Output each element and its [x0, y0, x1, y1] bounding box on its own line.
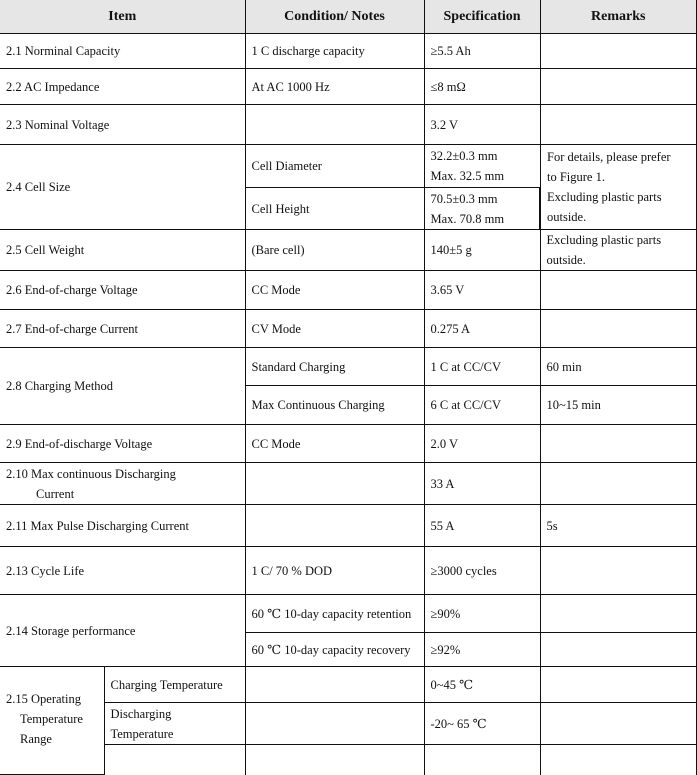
remarks-cell: [540, 69, 697, 105]
item-line: Range: [20, 732, 52, 746]
header-specification: Specification: [424, 0, 540, 34]
table-row: [0, 69, 697, 105]
spec-cell: ≥90%: [424, 595, 540, 633]
item-cell: 2.11 Max Pulse Discharging Current: [0, 505, 245, 547]
table-row: [0, 145, 697, 188]
remarks-line: to Figure 1.: [547, 170, 605, 184]
condition-cell: [245, 703, 424, 745]
item-cell: 2.2 AC Impedance: [0, 69, 245, 105]
item-cell: [0, 667, 104, 775]
spec-line: Max. 70.8 mm: [430, 211, 505, 226]
condition-cell: CV Mode: [245, 310, 424, 348]
spec-cell: 33 A: [424, 463, 540, 505]
table-row: [0, 463, 697, 505]
condition-cell: [245, 505, 424, 547]
spec-cell: 0~45 ℃: [424, 667, 540, 703]
item-line: Temperature: [20, 712, 83, 726]
item-cell: 2.6 End-of-charge Voltage: [0, 271, 245, 310]
remarks-cell: [540, 595, 697, 633]
item-cell: 2.5 Cell Weight: [0, 230, 245, 271]
condition-cell: CC Mode: [245, 271, 424, 310]
table-row: [0, 348, 697, 386]
table-row: [0, 310, 697, 348]
item-cell: 2.8 Charging Method: [0, 348, 245, 425]
remarks-cell: [540, 105, 697, 145]
item-cell: 2.9 End-of-discharge Voltage: [0, 425, 245, 463]
item-line: 2.15 Operating: [6, 692, 81, 706]
remarks-cell: [540, 230, 697, 271]
condition-cell: 60 ℃ 10-day capacity recovery: [245, 633, 424, 667]
condition-cell: [245, 745, 424, 775]
spec-cell: 3.2 V: [424, 105, 540, 145]
header-row: [0, 0, 697, 34]
spec-cell: 140±5 g: [424, 230, 540, 271]
spec-cell: [424, 745, 540, 775]
table-row: [0, 271, 697, 310]
remarks-line: outside.: [547, 210, 587, 224]
item-cell: 2.1 Norminal Capacity: [0, 34, 245, 69]
sub-item-line: Discharging: [110, 706, 172, 721]
spec-line: 70.5±0.3 mm: [430, 191, 498, 206]
remarks-line: Excluding plastic parts: [547, 190, 662, 204]
remarks-line: Excluding plastic parts: [546, 233, 662, 247]
spec-cell: [424, 188, 540, 230]
remarks-line: For details, please prefer: [547, 150, 671, 164]
spec-cell: ≥92%: [424, 633, 540, 667]
condition-cell: Cell Height: [245, 188, 424, 230]
table-row: [0, 595, 697, 633]
remarks-cell: [540, 34, 697, 69]
condition-cell: CC Mode: [245, 425, 424, 463]
remarks-cell: 60 min: [540, 348, 697, 386]
condition-cell: 1 C/ 70 % DOD: [245, 547, 424, 595]
spec-cell: 0.275 A: [424, 310, 540, 348]
remarks-cell: [540, 425, 697, 463]
spec-cell: 2.0 V: [424, 425, 540, 463]
spec-cell: 6 C at CC/CV: [424, 386, 540, 425]
condition-cell: (Bare cell): [245, 230, 424, 271]
item-line: Current: [36, 486, 75, 501]
remarks-cell: 5s: [540, 505, 697, 547]
remarks-cell: [540, 310, 697, 348]
header-condition: Condition/ Notes: [245, 0, 424, 34]
condition-cell: 60 ℃ 10-day capacity retention: [245, 595, 424, 633]
spec-cell: ≥3000 cycles: [424, 547, 540, 595]
sub-item-cell: Charging Temperature: [104, 667, 245, 703]
remarks-cell: [540, 271, 697, 310]
spec-cell: [424, 145, 540, 188]
remarks-cell: [540, 745, 697, 775]
table-row: [0, 547, 697, 595]
remarks-cell: [540, 633, 697, 667]
condition-cell: At AC 1000 Hz: [245, 69, 424, 105]
spec-cell: 55 A: [424, 505, 540, 547]
header-item: Item: [0, 0, 245, 34]
spec-cell: 1 C at CC/CV: [424, 348, 540, 386]
spec-cell: ≤8 mΩ: [424, 69, 540, 105]
table-row: [0, 105, 697, 145]
remarks-line: outside.: [546, 253, 586, 267]
condition-cell: 1 C discharge capacity: [245, 34, 424, 69]
remarks-cell: [540, 667, 697, 703]
sub-item-cell: [104, 745, 245, 775]
item-cell: 2.13 Cycle Life: [0, 547, 245, 595]
table-row: [0, 667, 697, 703]
table-row: [0, 505, 697, 547]
header-remarks: Remarks: [540, 0, 697, 34]
spec-line: Max. 32.5 mm: [430, 169, 505, 183]
table-row: [0, 703, 697, 745]
condition-cell: Standard Charging: [245, 348, 424, 386]
remarks-cell: [540, 547, 697, 595]
condition-cell: [245, 667, 424, 703]
spec-line: 32.2±0.3 mm: [430, 149, 498, 163]
item-line: 2.10 Max continuous Discharging: [6, 466, 176, 481]
condition-cell: [245, 463, 424, 505]
condition-cell: [245, 105, 424, 145]
table-row: [0, 230, 697, 271]
item-cell: 2.4 Cell Size: [0, 145, 245, 230]
remarks-cell: [540, 703, 697, 745]
sub-item-line: Temperature: [110, 726, 174, 741]
condition-cell: Max Continuous Charging: [245, 386, 424, 425]
spec-cell: 3.65 V: [424, 271, 540, 310]
item-cell: 2.7 End-of-charge Current: [0, 310, 245, 348]
table-row: [0, 425, 697, 463]
item-cell: 2.14 Storage performance: [0, 595, 245, 667]
item-cell: [0, 463, 245, 505]
remarks-cell: [540, 463, 697, 505]
item-cell: 2.3 Nominal Voltage: [0, 105, 245, 145]
condition-cell: Cell Diameter: [245, 145, 424, 188]
remarks-cell: 10~15 min: [540, 386, 697, 425]
spec-cell: ≥5.5 Ah: [424, 34, 540, 69]
table-row: [0, 34, 697, 69]
spec-cell: -20~ 65 ℃: [424, 703, 540, 745]
sub-item-cell: [104, 703, 245, 745]
table-row: [0, 745, 697, 775]
remarks-cell: [540, 145, 697, 230]
